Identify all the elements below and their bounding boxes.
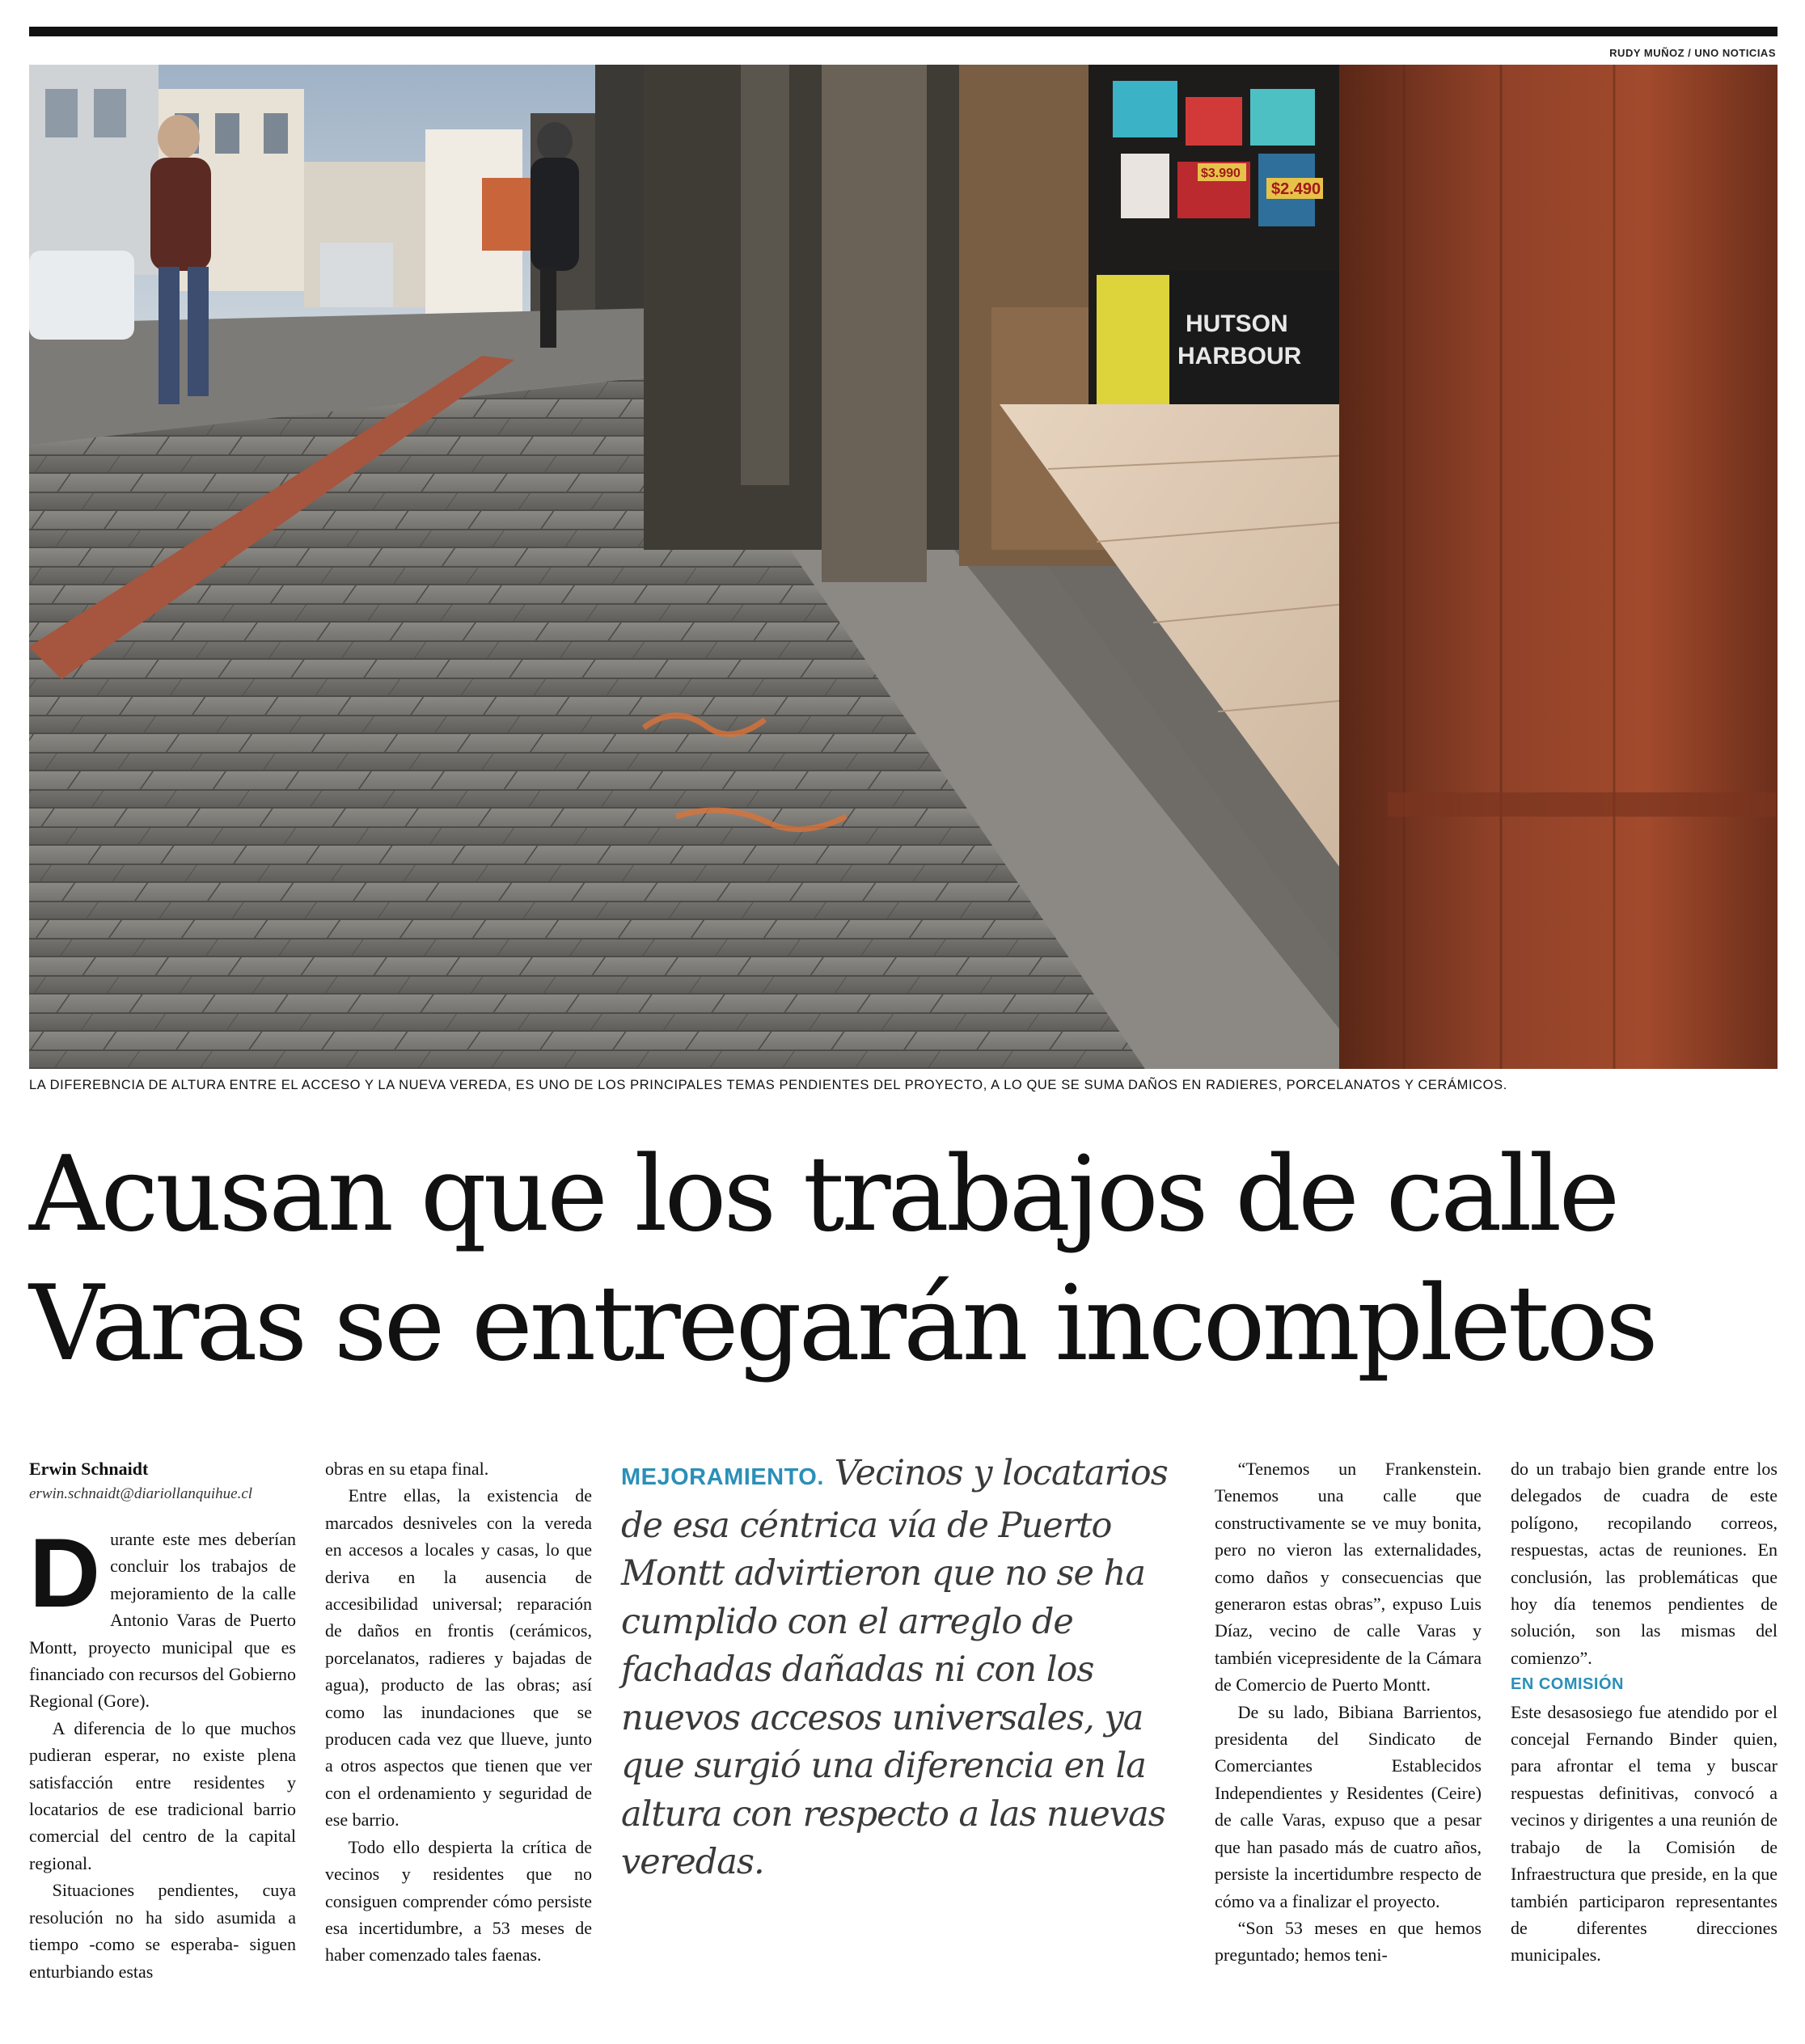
store-sign-text: HUTSON [1186, 310, 1288, 337]
body-paragraph: Situaciones pendientes, cuya resolución no ha sido asumida a tiempo -como se esperaba- siguen enturbiando estas [29, 1880, 296, 1982]
top-rule [29, 27, 1778, 36]
article-photo [29, 65, 1778, 1069]
lead-paragraph [29, 1518, 296, 1715]
photo-credit: RUDY MUÑOZ / UNO NOTICIAS [1609, 47, 1776, 59]
pull-quote-kicker: MEJORAMIENTO. [621, 1464, 824, 1490]
body-paragraph: Este desasosiego fue atendido por el concejal Fernando Binder quien, para afrontar el tema y buscar respuestas definitivas, convocó a vecinos y dirigentes a una reunión de trabajo de la Comisión de Infraestructura que preside, en la que también participaron representantes de diferentes direcciones municipales. [1511, 1701, 1778, 1966]
body-paragraph: A diferencia de lo que muchos pudieran esperar, no existe plena satisfacción entre residentes y locatarios de ese tradicional barrio comercial del centro de la capital regional. [29, 1717, 296, 1873]
drop-cap: D [29, 1518, 101, 1628]
body-paragraph: Entre ellas, la existencia de marcados desniveles con la vereda en accesos a locales y casas, lo que deriva en la ausencia de accesibilidad universal; reparación de daños en frontis (cerámicos, porcelanatos, radieres y bajadas de agua), producto de las obras; así como las inundaciones que se producen cada vez que llueve, junto a otros aspectos que tienen que ver con el ordenamiento y seguridad de ese barrio. [325, 1485, 592, 1831]
section-subhead: EN COMISIÓN [1511, 1675, 1624, 1694]
column-5 [1511, 1455, 1778, 1969]
price-tag-text: $2.490 [1271, 180, 1321, 198]
pull-quote-text: Vecinos y locatarios de esa céntrica vía de Puerto Montt advirtieron que no se ha cumplido con el arreglo de fachadas dañadas ni con los nuevos accesos universales, ya que surgió una diferencia en la altura con respecto a las nuevas veredas. [621, 1453, 1168, 1882]
headline-line-2: Varas se entregarán incompletos [29, 1264, 1655, 1384]
column-4 [1215, 1455, 1482, 1969]
price-tag-text: $3.990 [1201, 167, 1241, 180]
body-paragraph: Todo ello despierta la crítica de vecinos y residentes que no consiguen comprender cómo persiste esa incertidumbre, a 53 meses de haber comenzado tales faenas. [325, 1836, 592, 1966]
body-paragraph: do un trabajo bien grande entre los delegados de cuadra de este polígono, recopilando correos, respuestas, actas de reuniones. En conclusión, las problemáticas que hoy día tenemos pendientes de solución, son las mismas del comienzo”. [1511, 1459, 1778, 1668]
lead-text: urante este mes deberían concluir los trabajos de mejoramiento de la calle Antonio Varas de Puerto Montt, proyecto municipal que es financiado con recursos del Gobierno Regional (Gore). [29, 1529, 296, 1712]
body-paragraph: “Son 53 meses en que hemos preguntado; hemos teni- [1215, 1917, 1482, 1966]
headline [29, 1130, 1778, 1389]
byline-author: Erwin Schnaidt [29, 1459, 149, 1479]
column-2 [325, 1455, 592, 1969]
photo-caption: LA DIFEREBNCIA DE ALTURA ENTRE EL ACCESO Y LA NUEVA VEREDA, ES UNO DE LOS PRINCIPALES TEMAS PENDIENTES DEL PROYECTO, A LO QUE SE SUMA DAÑOS EN RADIERES, PORCELANATOS Y CERÁMICOS. [29, 1078, 1507, 1092]
body-paragraph: obras en su etapa final. [325, 1459, 489, 1479]
byline-email[interactable]: erwin.schnaidt@diariollanquihue.cl [29, 1485, 253, 1502]
headline-line-1: Acusan que los trabajos de calle [29, 1134, 1617, 1255]
store-sign-text: HARBOUR [1177, 343, 1302, 370]
column-1 [29, 1455, 296, 1985]
body-paragraph: “Tenemos un Frankenstein. Tenemos una calle que constructivamente se ve muy bonita, pero no vieron las externalidades, como daños y consecuencias que generaron estas obras”, expuso Luis Díaz, vecino de calle Varas y también vicepresidente de la Cámara de Comercio de Puerto Montt. [1215, 1459, 1482, 1696]
body-paragraph: De su lado, Bibiana Barrientos, presidenta del Sindicato de Comerciantes Establecidos Independientes y Residentes (Ceire) de calle Varas, expuso que a pesar que han pasado más de cuatro años, persiste la incertidumbre respecto de cómo va a finalizar el proyecto. [1215, 1701, 1482, 1911]
pull-quote [621, 1450, 1187, 1887]
